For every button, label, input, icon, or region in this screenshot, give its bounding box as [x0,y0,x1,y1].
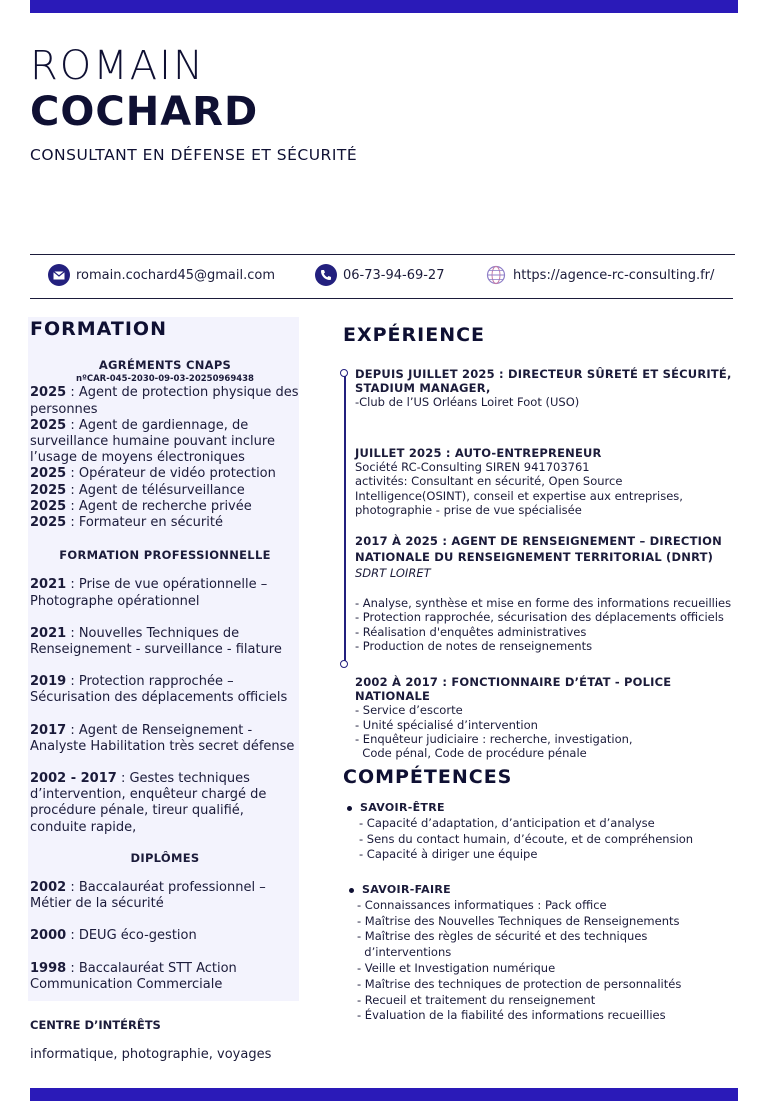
divider-bottom [30,298,733,299]
bullet-icon [349,888,354,893]
pro-title: FORMATION PROFESSIONNELLE [59,548,271,563]
competences-title: COMPÉTENCES [343,766,513,788]
savoir-etre-block: SAVOIR-ÊTRE - Capacité d’adaptation, d’anticipation et d’analyse - Sens du contact humain, d’écoute, et de compréhension - Capacité à diriger une équipe [347,800,693,863]
timeline-line [344,372,346,666]
website-text: https://agence-rc-consulting.fr/ [513,267,715,283]
last-name: COCHARD [30,89,259,135]
agrement-item: 2025 : Agent de gardiennage, de surveillance humaine pouvant inclure l’usage de moyens électroniques [30,417,275,466]
pro-item: 2019 : Protection rapprochée – Sécurisation des déplacements officiels [30,674,288,706]
contact-website[interactable] [485,264,714,286]
bottom-accent-bar [30,1088,738,1101]
first-name: ROMAIN [30,43,205,89]
diplome-item: 2002 : Baccalauréat professionnel – Métier de la sécurité [30,880,266,912]
formation-column [30,317,300,1064]
agrement-number: nºCAR-045-2030-09-03-20250969438 [76,374,254,385]
experience-item: 2017 À 2025 : AGENT DE RENSEIGNEMENT – DIRECTION NATIONALE DU RENSEIGNEMENT TERRITORIAL (DNRT) SDRT LOIRET - Analyse, synthèse et mise en forme des informations recueillies - Protection rapprochée, sécurisation des déplacements officiels - Réalisation d'enquêtes administratives - Production de notes de renseignements [355,534,732,653]
timeline-dot [340,369,348,377]
globe-icon [485,264,507,286]
contact-email[interactable] [48,264,275,286]
agrement-item: 2025 : Formateur en sécurité [30,515,223,531]
interests-title: CENTRE D’INTÉRÊTS [30,1018,161,1033]
phone-text: 06-73-94-69-27 [343,267,445,283]
agrement-item: 2025 : Agent de télésurveillance [30,482,245,498]
experience-item: DEPUIS JUILLET 2025 : DIRECTEUR SÛRETÉ ET SÉCURITÉ, STADIUM MANAGER, -Club de l’US Orléans Loiret Foot (USO) [355,367,732,410]
diplomes-title: DIPLÔMES [130,850,200,865]
savoir-faire-block: SAVOIR-FAIRE - Connaissances informatiques : Pack office - Maîtrise des Nouvelles Techniques de Renseignements - Maîtrise des règles de sécurité et des techniques d’interventions - Veille et Investigation numérique - Maîtrise des techniques de protection de personnalités - Recueil et traitement du renseignement - Évaluation de la fiabilité des informations recueillies [349,882,681,1024]
agrement-item: 2025 : Agent de recherche privée [30,498,252,514]
pro-item: 2017 : Agent de Renseignement - Analyste Habilitation très secret défense [30,722,295,754]
email-text: romain.cochard45@gmail.com [76,267,275,283]
agrement-item: 2025 : Agent de protection physique des personnes [30,385,299,417]
contact-phone[interactable] [315,264,444,286]
pro-item: 2021 : Nouvelles Techniques de Renseignement - surveillance - filature [30,625,282,658]
pro-item: 2021 : Prise de vue opérationnelle – Photographe opérationnel [30,577,268,609]
bullet-icon [347,806,352,811]
job-title: CONSULTANT EN DÉFENSE ET SÉCURITÉ [30,146,358,164]
experience-item: 2002 À 2017 : FONCTIONNAIRE D’ÉTAT - POLICE NATIONALE - Service d’escorte - Unité spécialisé d’intervention - Enquêteur judiciaire : recherche, investigation, Code pénal, Code de procédure pénale [355,675,672,761]
agrement-item: 2025 : Opérateur de vidéo protection [30,466,276,482]
top-accent-bar [30,0,738,13]
formation-title: FORMATION [30,318,167,340]
experience-title: EXPÉRIENCE [343,324,486,346]
timeline-dot [340,660,348,668]
phone-icon [315,264,337,286]
experience-item: JUILLET 2025 : AUTO-ENTREPRENEUR Société RC-Consulting SIREN 941703761 activités: Consultant en sécurité, Open Source Intelligence(OSINT), conseil et expertise aux entreprises, photographie - prise de vue spécialisée [355,446,683,517]
interests-text: informatique, photographie, voyages [30,1047,272,1063]
mail-icon [48,264,70,286]
pro-item: 2002 - 2017 : Gestes techniques d’intervention, enquêteur chargé de procédure pénale, tireur qualifié, conduite rapide, [30,771,267,835]
divider-top [30,254,735,255]
agrements-title: AGRÉMENTS CNAPS [98,358,232,373]
diplome-item: 2000 : DEUG éco-gestion [30,928,197,944]
diplome-item: 1998 : Baccalauréat STT Action Communication Commerciale [30,960,237,992]
